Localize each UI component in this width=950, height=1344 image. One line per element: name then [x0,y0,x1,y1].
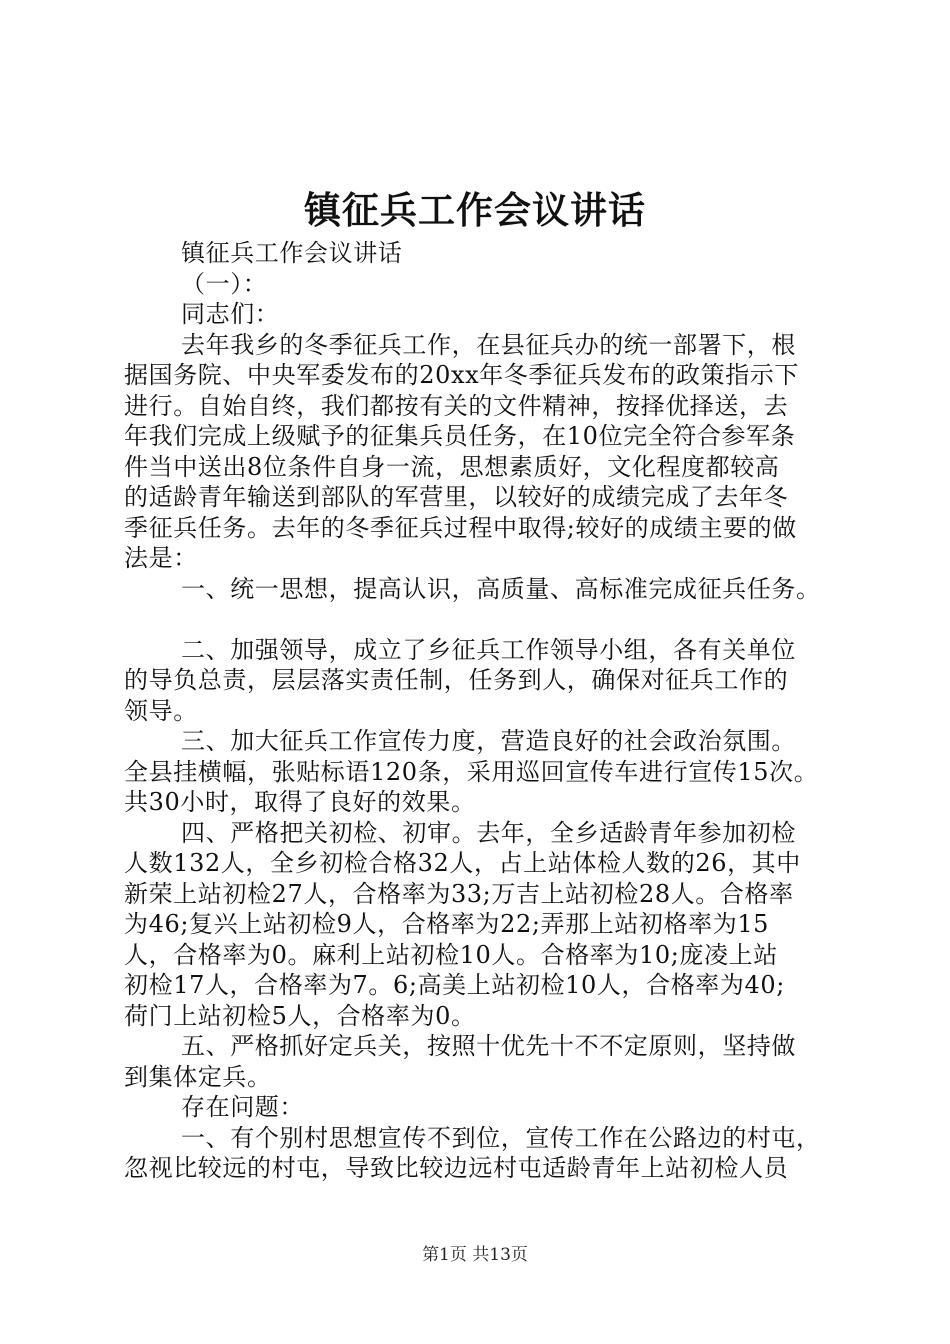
body-text-line: 的导负总责，层层落实责任制，任务到人，确保对征兵工作的 [124,666,789,694]
body-text-line: （一）： [181,269,268,298]
body-text-line: 人数132人，全乡初检合格32人，占上站体检人数的26，其中 [124,849,801,877]
body-text-line [124,604,836,635]
body-text-line: 新荣上站初检27人，合格率为33;万吉上站初检28人。合格率 [124,879,794,908]
body-text-line: 同志们： [181,300,280,328]
body-text-line: 四、严格把关初检、初审。去年，全乡适龄青年参加初检 [181,818,796,847]
body-text-line: 二、加强领导，成立了乡征兵工作领导小组，各有关单位 [181,635,796,664]
body-text-line: 领导。 [124,696,198,725]
body-text-line: 镇征兵工作会议讲话 [181,239,403,267]
body-text-line: 忽视比较远的村屯，导致比较边远村屯适龄青年上站初检人员 [124,1154,789,1182]
body-text-line: 季征兵任务。去年的冬季征兵过程中取得;较好的成绩主要的做 [124,513,797,542]
document-body [124,238,836,1184]
body-text-line: 三、加大征兵工作宣传力度，营造良好的社会政治氛围。 [181,727,796,755]
body-text-line: 五、严格抓好定兵关，按照十优先十不不定原则，坚持做 [181,1032,796,1060]
body-text-line: 荷门上站初检5人，合格率为0。 [124,1001,476,1030]
body-text-line: 存在问题： [181,1093,304,1121]
body-text-line: 人，合格率为0。麻利上站初检10人。合格率为10;庞凌上站 [124,940,778,969]
body-text-line: 到集体定兵。 [124,1062,272,1091]
body-text-line: 据国务院、中央军委发布的20xx年冬季征兵发布的政策指示下 [124,361,800,389]
body-text-line: 进行。自始自终，我们都按有关的文件精神，按择优择送，去 [124,391,789,420]
body-text-line: 法是： [124,544,198,572]
body-text-line: 为46;复兴上站初检9人，合格率为22;弄那上站初格率为15 [124,910,770,938]
body-text-line: 去年我乡的冬季征兵工作，在县征兵办的统一部署下，根 [181,330,796,359]
body-text-line: 共30小时，取得了良好的效果。 [124,788,476,816]
body-text-line: 的适龄青年输送到部队的军营里，以较好的成绩完成了去年冬 [124,483,789,511]
body-text-line: 一、统一思想，提高认识，高质量、高标准完成征兵任务。 [181,574,821,603]
body-text-line: 初检17人，合格率为7。6;高美上站初检10人，合格率为40; [124,971,785,999]
body-text-line: 件当中送出8位条件自身一流，思想素质好，文化程度都较高 [124,452,780,481]
body-text-line: 年我们完成上级赋予的征集兵员任务，在10位完全符合参军条 [124,422,796,450]
document-title: 镇征兵工作会议讲话 [304,188,646,232]
body-text-line: 一、有个别村思想宣传不到位，宣传工作在公路边的村屯， [181,1123,821,1152]
page-footer: 第1页 共13页 [422,1245,528,1265]
body-text-line: 全县挂横幅，张贴标语120条，采用巡回宣传车进行宣传15次。 [124,757,819,786]
